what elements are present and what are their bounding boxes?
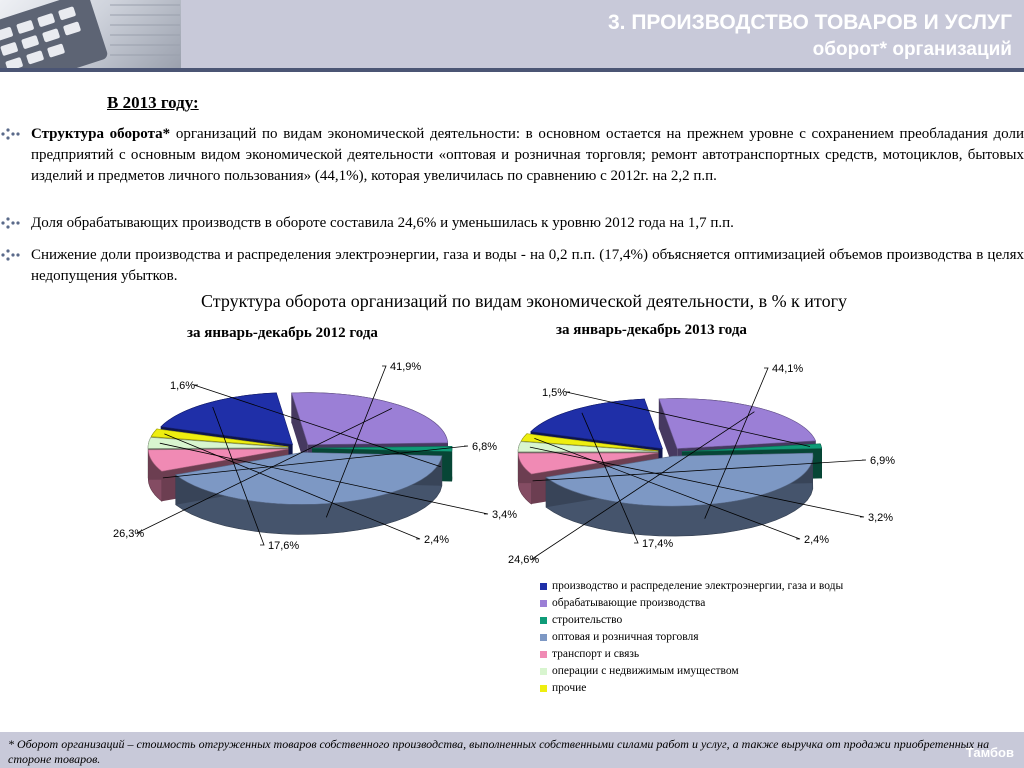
- legend-label: производство и распределение электроэнергии, газа и воды: [552, 580, 844, 592]
- legend-item: [540, 663, 843, 680]
- legend-item: [540, 578, 843, 595]
- legend-item: [540, 629, 843, 646]
- data-label: 17,6%: [268, 540, 300, 552]
- bullet-text: Снижение доли производства и распределения электроэнергии, газа и воды - на 0,2 п.п. (17,4%) объясняется оптимизацией объемов производства в целях недопущения убытков.: [31, 247, 1024, 284]
- year-heading: В 2013 году:: [107, 93, 199, 112]
- legend-label: прочие: [552, 682, 587, 694]
- legend-swatch: [540, 600, 547, 607]
- data-label: 1,5%: [542, 387, 568, 399]
- legend-item: [540, 595, 843, 612]
- legend-swatch: [540, 685, 547, 692]
- data-label: 24,6%: [508, 554, 540, 566]
- legend-label: транспорт и связь: [552, 648, 640, 660]
- legend-label: обрабатывающие производства: [552, 597, 706, 609]
- legend-item: [540, 646, 843, 663]
- legend-swatch: [540, 583, 547, 590]
- slide-subtitle: оборот* организаций: [812, 39, 1012, 60]
- bullet-bold: Структура оборота*: [31, 126, 171, 142]
- chart-legend: [540, 578, 843, 697]
- legend-item: [540, 680, 843, 697]
- legend-label: строительство: [552, 614, 623, 626]
- legend-swatch: [540, 634, 547, 641]
- legend-swatch: [540, 617, 547, 624]
- data-label: 3,4%: [492, 509, 518, 521]
- pie-1: [508, 363, 895, 566]
- footer-bar: [0, 732, 1024, 768]
- data-label: 44,1%: [772, 363, 804, 375]
- slide-title: 3. ПРОИЗВОДСТВО ТОВАРОВ И УСЛУГ: [607, 11, 1012, 34]
- pie-slice: [292, 393, 448, 445]
- data-label: 1,6%: [170, 380, 196, 392]
- legend-swatch: [540, 668, 547, 675]
- data-label: 6,8%: [472, 441, 498, 453]
- legend-label: оптовая и розничная торговля: [552, 631, 699, 643]
- pie-2013-title: за январь-декабрь 2013 года: [556, 322, 747, 338]
- data-label: 17,4%: [642, 538, 674, 550]
- data-label: 2,4%: [424, 534, 450, 546]
- data-label: 6,9%: [870, 455, 896, 467]
- data-label: 26,3%: [113, 528, 145, 540]
- chart-title: Структура оборота организаций по видам экономической деятельности, в % к итогу: [201, 291, 847, 311]
- legend-item: [540, 612, 843, 629]
- data-label: 3,2%: [868, 512, 894, 524]
- legend-label: операции с недвижимым имуществом: [552, 665, 739, 677]
- data-label: 41,9%: [390, 361, 422, 373]
- bullet-text: организаций по видам экономической деятельности: в основном остается на прежнем уровне с сохранением преобладания доли предприятий с основным видом экономической деятельности «оптовая и розничная торговля; ремонт автотранспортных средств, мотоциклов, бытовых изделий и предметов личного пользования» (44,1%), которая увеличилась по сравнению с 2012г. на 2,2 п.п.: [31, 126, 1024, 184]
- footnote: * Оборот организаций – стоимость отгруженных товаров собственного производства, выполненных собственными силами работ и услуг, а также выручка от продажи приобретенных на стороне товаров.: [8, 737, 990, 766]
- pie-0: [113, 361, 517, 552]
- data-label: 2,4%: [804, 534, 830, 546]
- pie-2012-title: за январь-декабрь 2012 года: [187, 325, 378, 341]
- bullet-text: Доля обрабатывающих производств в обороте составила 24,6% и уменьшилась к уровню 2012 года на 1,7 п.п.: [31, 215, 734, 231]
- legend-swatch: [540, 651, 547, 658]
- footer-city: Тамбов: [965, 745, 1014, 760]
